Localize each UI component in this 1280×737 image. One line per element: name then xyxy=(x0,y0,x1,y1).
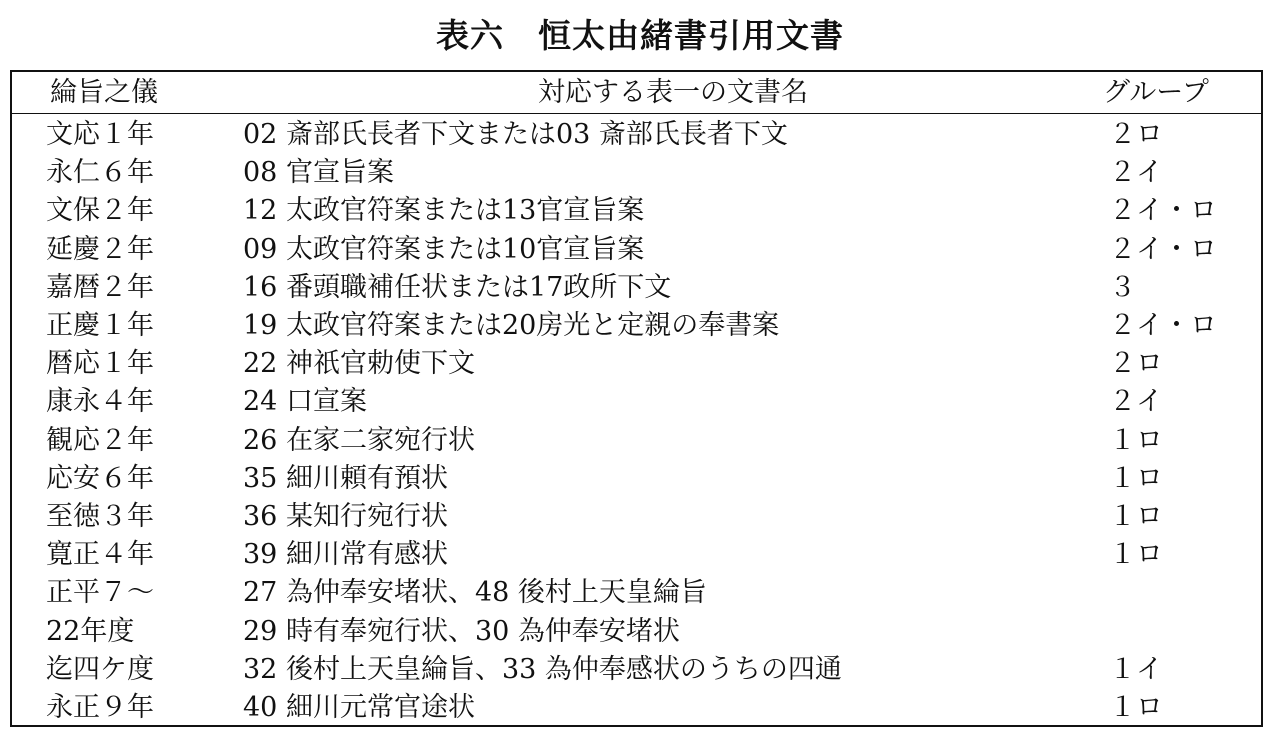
row-documents: 08 官宣旨案 xyxy=(243,157,394,189)
row-group: ２イ・ロ xyxy=(1109,233,1217,265)
row-group: ２ロ xyxy=(1109,348,1163,380)
row-documents: 09 太政官符案または10官宣旨案 xyxy=(243,233,645,265)
row-group xyxy=(1109,613,1259,651)
table-row xyxy=(12,154,1261,192)
row-group: １イ xyxy=(1109,653,1163,685)
row-group: １ロ xyxy=(1109,501,1163,532)
header-divider xyxy=(12,113,1261,114)
row-group: ２イ xyxy=(1109,386,1163,418)
table-row xyxy=(12,536,1261,574)
table-row xyxy=(12,498,1261,536)
row-era: 延慶２年 xyxy=(46,233,154,265)
row-era: 文保２年 xyxy=(46,195,154,227)
row-group xyxy=(1109,574,1259,612)
row-documents: 02 斎部氏長者下文または03 斎部氏長者下文 xyxy=(243,119,788,150)
table-row xyxy=(12,613,1261,651)
row-era: 寛正４年 xyxy=(46,539,154,571)
row-documents: 27 為仲奉安堵状、48 後村上天皇綸旨 xyxy=(243,577,707,609)
table-row xyxy=(12,231,1261,269)
row-era: 永正９年 xyxy=(46,692,154,723)
row-documents: 22 神祇官勅使下文 xyxy=(243,348,475,380)
table-row xyxy=(12,383,1261,421)
row-group: ２イ・ロ xyxy=(1109,310,1217,341)
row-documents: 39 細川常有感状 xyxy=(243,539,448,571)
row-group: １ロ xyxy=(1109,462,1163,494)
row-era: 嘉暦２年 xyxy=(46,271,154,303)
row-era: 応安６年 xyxy=(46,462,154,494)
row-era: 正平７～ xyxy=(46,577,154,609)
row-documents: 36 某知行宛行状 xyxy=(243,501,448,532)
table-title: 表六 恒太由緒書引用文書 xyxy=(436,16,844,55)
table-header-row xyxy=(12,74,1261,112)
row-era: 正慶１年 xyxy=(46,310,154,341)
row-group: ２ロ xyxy=(1109,119,1163,150)
table-row xyxy=(12,460,1261,498)
row-era: 暦応１年 xyxy=(46,348,154,380)
row-era: 康永４年 xyxy=(46,386,154,418)
row-documents: 26 在家二家宛行状 xyxy=(243,424,475,456)
header-era: 綸旨之儀 xyxy=(50,77,158,108)
row-documents: 24 口宣案 xyxy=(243,386,367,418)
row-group: １ロ xyxy=(1109,424,1163,456)
row-documents: 16 番頭職補任状または17政所下文 xyxy=(243,271,672,303)
table-row xyxy=(12,345,1261,383)
table-row xyxy=(12,116,1261,154)
header-document-name: 対応する表一の文書名 xyxy=(538,77,808,108)
row-era: 観応２年 xyxy=(46,424,154,456)
row-group: ２イ・ロ xyxy=(1109,195,1217,227)
row-group: ３ xyxy=(1109,271,1136,303)
table-row xyxy=(12,307,1261,345)
row-group: １ロ xyxy=(1109,692,1163,723)
table-row xyxy=(12,574,1261,612)
row-documents: 19 太政官符案または20房光と定親の奉書案 xyxy=(243,310,780,341)
citation-table xyxy=(10,70,1263,727)
table-row xyxy=(12,651,1261,689)
row-documents: 29 時有奉宛行状、30 為仲奉安堵状 xyxy=(243,615,680,647)
row-era: 文応１年 xyxy=(46,119,154,150)
row-era: 至徳３年 xyxy=(46,501,154,532)
row-group: ２イ xyxy=(1109,157,1163,189)
row-era: 22年度 xyxy=(46,615,135,647)
table-row xyxy=(12,192,1261,230)
row-documents: 12 太政官符案または13官宣旨案 xyxy=(243,195,645,227)
row-group: １ロ xyxy=(1109,539,1163,571)
table-row xyxy=(12,689,1261,727)
header-group: グループ xyxy=(1103,77,1209,108)
table-row xyxy=(12,269,1261,307)
row-era: 永仁６年 xyxy=(46,157,154,189)
table-row xyxy=(12,422,1261,460)
row-documents: 32 後村上天皇綸旨、33 為仲奉感状のうちの四通 xyxy=(243,653,842,685)
row-documents: 35 細川頼有預状 xyxy=(243,462,448,494)
row-era: 迄四ケ度 xyxy=(46,653,154,685)
row-documents: 40 細川元常官途状 xyxy=(243,692,475,723)
